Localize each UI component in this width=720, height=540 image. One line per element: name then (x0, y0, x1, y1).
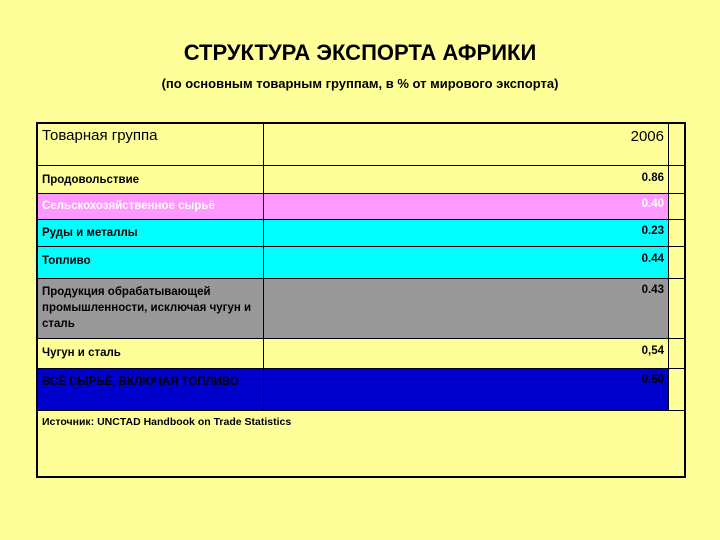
row-spacer (668, 247, 684, 278)
row-label: Продукция обрабатывающей промышленности, исключая чугун и сталь (38, 279, 264, 338)
table-row (38, 166, 684, 194)
row-value: 0.23 (264, 220, 668, 246)
table-row (38, 247, 684, 279)
table-row (38, 194, 684, 220)
table-row (38, 279, 684, 339)
page-title: СТРУКТУРА ЭКСПОРТА АФРИКИ (183, 40, 537, 65)
row-value: 0.40 (264, 194, 668, 219)
table-row (38, 369, 684, 411)
row-spacer (668, 279, 684, 338)
source-note: Источник: UNCTAD Handbook on Trade Statistics (42, 416, 292, 428)
row-spacer (668, 369, 684, 410)
header-spacer (668, 124, 684, 165)
row-label: Сельскохозяйственное сырьё (38, 194, 264, 219)
row-label: Руды и металлы (38, 220, 264, 246)
row-label: Чугун и сталь (38, 339, 264, 368)
row-spacer (668, 220, 684, 246)
export-structure-table (36, 122, 686, 478)
table-header-row (38, 124, 684, 166)
table-row (38, 220, 684, 247)
row-spacer (668, 339, 684, 368)
row-label: Продовольствие (38, 166, 264, 193)
row-spacer (668, 194, 684, 219)
row-label: ВСЁ СЫРЬЁ, ВКЛЮЧАЯ ТОПЛИВО (38, 369, 264, 410)
header-year: 2006 (630, 128, 664, 145)
row-label: Топливо (38, 247, 264, 278)
row-value: 0.44 (264, 247, 668, 278)
row-value: 0.50 (264, 369, 668, 410)
table-row (38, 339, 684, 369)
page-subtitle: (по основным товарным группам, в % от мирового экспорта) (161, 76, 559, 91)
row-value: 0,54 (641, 345, 664, 357)
header-group: Товарная группа (38, 124, 264, 165)
row-value: 0.43 (264, 279, 668, 338)
row-value: 0.86 (641, 172, 664, 184)
row-spacer (668, 166, 684, 193)
